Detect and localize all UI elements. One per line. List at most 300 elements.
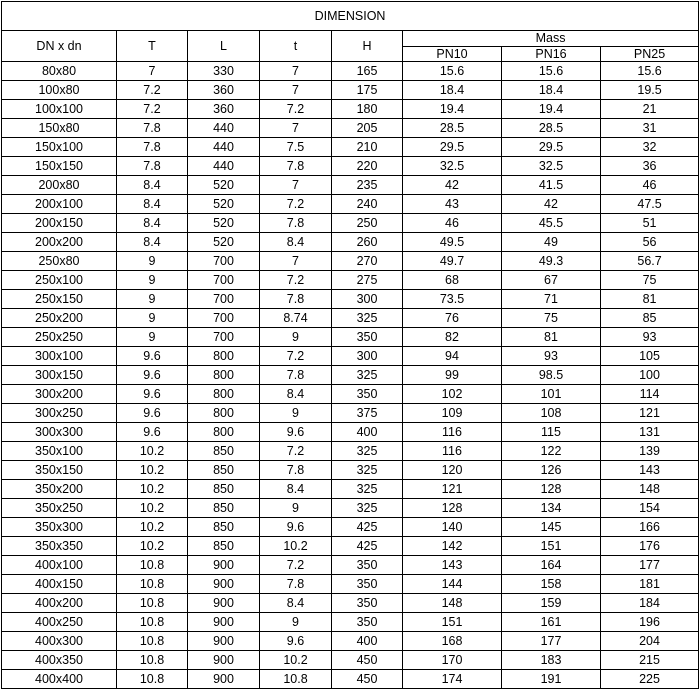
cell-mass-pn10: 140 (403, 518, 502, 537)
cell-mass-pn25: 21 (601, 100, 699, 119)
cell-mass-pn10: 170 (403, 651, 502, 670)
cell-dn: 400x100 (2, 556, 117, 575)
cell-l: 800 (188, 366, 260, 385)
cell-h: 325 (332, 480, 403, 499)
cell-t-lower: 7.8 (260, 214, 332, 233)
cell-l: 900 (188, 632, 260, 651)
cell-mass-pn10: 29.5 (403, 138, 502, 157)
cell-t-upper: 9.6 (117, 423, 188, 442)
cell-l: 900 (188, 670, 260, 689)
cell-mass-pn16: 161 (502, 613, 601, 632)
cell-mass-pn10: 18.4 (403, 81, 502, 100)
cell-h: 400 (332, 423, 403, 442)
cell-mass-pn10: 148 (403, 594, 502, 613)
cell-l: 440 (188, 157, 260, 176)
cell-l: 520 (188, 233, 260, 252)
cell-mass-pn25: 196 (601, 613, 699, 632)
cell-dn: 400x250 (2, 613, 117, 632)
cell-mass-pn10: 42 (403, 176, 502, 195)
cell-t-upper: 7.2 (117, 81, 188, 100)
table-row (2, 499, 699, 518)
header-mass: Mass (403, 31, 699, 47)
cell-l: 850 (188, 442, 260, 461)
cell-mass-pn25: 15.6 (601, 62, 699, 81)
cell-l: 800 (188, 423, 260, 442)
cell-dn: 400x400 (2, 670, 117, 689)
cell-t-upper: 7.8 (117, 157, 188, 176)
cell-mass-pn16: 145 (502, 518, 601, 537)
cell-dn: 150x80 (2, 119, 117, 138)
cell-t-upper: 10.8 (117, 575, 188, 594)
cell-mass-pn16: 75 (502, 309, 601, 328)
cell-mass-pn16: 18.4 (502, 81, 601, 100)
cell-mass-pn25: 75 (601, 271, 699, 290)
cell-mass-pn10: 28.5 (403, 119, 502, 138)
cell-mass-pn16: 191 (502, 670, 601, 689)
table-row (2, 62, 699, 81)
cell-mass-pn25: 56 (601, 233, 699, 252)
cell-mass-pn25: 36 (601, 157, 699, 176)
cell-h: 240 (332, 195, 403, 214)
cell-mass-pn16: 45.5 (502, 214, 601, 233)
cell-l: 850 (188, 518, 260, 537)
cell-t-lower: 7 (260, 81, 332, 100)
dimension-table (1, 1, 699, 689)
cell-mass-pn10: 109 (403, 404, 502, 423)
header-t-upper: T (117, 31, 188, 62)
cell-t-upper: 10.8 (117, 632, 188, 651)
cell-t-upper: 9 (117, 290, 188, 309)
cell-mass-pn16: 128 (502, 480, 601, 499)
cell-t-upper: 10.2 (117, 461, 188, 480)
header-t-lower: t (260, 31, 332, 62)
cell-dn: 300x300 (2, 423, 117, 442)
cell-t-lower: 7 (260, 252, 332, 271)
table-body (2, 62, 699, 689)
cell-t-lower: 7.8 (260, 575, 332, 594)
cell-t-upper: 9 (117, 271, 188, 290)
cell-l: 360 (188, 100, 260, 119)
cell-l: 850 (188, 499, 260, 518)
cell-mass-pn10: 49.5 (403, 233, 502, 252)
cell-h: 180 (332, 100, 403, 119)
cell-mass-pn25: 93 (601, 328, 699, 347)
cell-h: 300 (332, 290, 403, 309)
cell-l: 850 (188, 480, 260, 499)
cell-t-upper: 9.6 (117, 404, 188, 423)
cell-h: 425 (332, 518, 403, 537)
header-l: L (188, 31, 260, 62)
cell-t-upper: 8.4 (117, 195, 188, 214)
table-row (2, 537, 699, 556)
cell-h: 350 (332, 575, 403, 594)
cell-t-lower: 7 (260, 176, 332, 195)
cell-h: 350 (332, 328, 403, 347)
table-row (2, 138, 699, 157)
cell-l: 700 (188, 309, 260, 328)
cell-t-lower: 7 (260, 119, 332, 138)
cell-dn: 100x80 (2, 81, 117, 100)
cell-l: 900 (188, 651, 260, 670)
cell-t-upper: 10.2 (117, 537, 188, 556)
title-row (2, 2, 699, 31)
cell-mass-pn10: 15.6 (403, 62, 502, 81)
cell-t-lower: 10.8 (260, 670, 332, 689)
cell-h: 350 (332, 613, 403, 632)
cell-mass-pn25: 176 (601, 537, 699, 556)
cell-t-lower: 9.6 (260, 632, 332, 651)
table-row (2, 556, 699, 575)
cell-mass-pn16: 115 (502, 423, 601, 442)
cell-t-lower: 10.2 (260, 537, 332, 556)
cell-l: 700 (188, 252, 260, 271)
table-row (2, 632, 699, 651)
table-row (2, 575, 699, 594)
cell-mass-pn16: 15.6 (502, 62, 601, 81)
cell-dn: 200x200 (2, 233, 117, 252)
cell-mass-pn16: 19.4 (502, 100, 601, 119)
cell-h: 275 (332, 271, 403, 290)
table-row (2, 290, 699, 309)
cell-dn: 400x300 (2, 632, 117, 651)
cell-mass-pn16: 159 (502, 594, 601, 613)
cell-dn: 80x80 (2, 62, 117, 81)
cell-mass-pn16: 71 (502, 290, 601, 309)
cell-h: 300 (332, 347, 403, 366)
cell-t-upper: 10.2 (117, 499, 188, 518)
cell-dn: 250x100 (2, 271, 117, 290)
cell-t-upper: 10.8 (117, 670, 188, 689)
cell-h: 375 (332, 404, 403, 423)
cell-t-upper: 10.8 (117, 651, 188, 670)
cell-mass-pn10: 142 (403, 537, 502, 556)
cell-l: 440 (188, 119, 260, 138)
cell-t-lower: 7.8 (260, 157, 332, 176)
cell-l: 700 (188, 290, 260, 309)
cell-h: 350 (332, 385, 403, 404)
cell-mass-pn10: 43 (403, 195, 502, 214)
cell-t-lower: 7 (260, 62, 332, 81)
cell-t-upper: 10.8 (117, 594, 188, 613)
table-row (2, 195, 699, 214)
cell-dn: 250x200 (2, 309, 117, 328)
cell-mass-pn25: 100 (601, 366, 699, 385)
cell-t-upper: 9.6 (117, 366, 188, 385)
cell-mass-pn10: 144 (403, 575, 502, 594)
cell-l: 850 (188, 537, 260, 556)
cell-mass-pn25: 177 (601, 556, 699, 575)
cell-mass-pn10: 121 (403, 480, 502, 499)
header-h: H (332, 31, 403, 62)
cell-l: 520 (188, 195, 260, 214)
cell-dn: 150x100 (2, 138, 117, 157)
cell-t-lower: 8.4 (260, 233, 332, 252)
header-row-1 (2, 31, 699, 47)
cell-dn: 350x150 (2, 461, 117, 480)
cell-h: 325 (332, 309, 403, 328)
cell-t-lower: 7.2 (260, 195, 332, 214)
cell-t-lower: 10.2 (260, 651, 332, 670)
cell-t-upper: 9.6 (117, 347, 188, 366)
cell-dn: 300x200 (2, 385, 117, 404)
cell-t-lower: 7.2 (260, 347, 332, 366)
cell-t-upper: 9 (117, 252, 188, 271)
cell-dn: 300x100 (2, 347, 117, 366)
cell-t-lower: 7.2 (260, 100, 332, 119)
cell-h: 210 (332, 138, 403, 157)
cell-mass-pn10: 102 (403, 385, 502, 404)
cell-h: 270 (332, 252, 403, 271)
cell-mass-pn25: 148 (601, 480, 699, 499)
cell-mass-pn16: 28.5 (502, 119, 601, 138)
table-row (2, 651, 699, 670)
cell-mass-pn25: 105 (601, 347, 699, 366)
cell-t-upper: 10.2 (117, 480, 188, 499)
cell-h: 325 (332, 366, 403, 385)
cell-t-upper: 7 (117, 62, 188, 81)
cell-t-upper: 8.4 (117, 176, 188, 195)
cell-mass-pn16: 183 (502, 651, 601, 670)
cell-mass-pn25: 181 (601, 575, 699, 594)
cell-t-upper: 7.2 (117, 100, 188, 119)
cell-mass-pn25: 215 (601, 651, 699, 670)
cell-mass-pn10: 94 (403, 347, 502, 366)
table-row (2, 100, 699, 119)
cell-l: 700 (188, 271, 260, 290)
table-row (2, 252, 699, 271)
cell-h: 425 (332, 537, 403, 556)
table-row (2, 404, 699, 423)
table-row (2, 157, 699, 176)
cell-l: 330 (188, 62, 260, 81)
cell-mass-pn10: 49.7 (403, 252, 502, 271)
header-pn10: PN10 (403, 47, 502, 62)
cell-mass-pn16: 93 (502, 347, 601, 366)
cell-t-lower: 7.8 (260, 290, 332, 309)
cell-mass-pn16: 32.5 (502, 157, 601, 176)
cell-l: 850 (188, 461, 260, 480)
cell-dn: 350x100 (2, 442, 117, 461)
cell-mass-pn10: 168 (403, 632, 502, 651)
cell-t-upper: 9 (117, 328, 188, 347)
cell-mass-pn10: 76 (403, 309, 502, 328)
cell-dn: 350x300 (2, 518, 117, 537)
cell-mass-pn16: 49.3 (502, 252, 601, 271)
cell-t-lower: 7.8 (260, 366, 332, 385)
header-pn25: PN25 (601, 47, 699, 62)
cell-dn: 350x250 (2, 499, 117, 518)
cell-dn: 250x250 (2, 328, 117, 347)
cell-t-lower: 9 (260, 499, 332, 518)
cell-l: 900 (188, 575, 260, 594)
cell-mass-pn16: 126 (502, 461, 601, 480)
cell-t-upper: 10.2 (117, 518, 188, 537)
cell-mass-pn10: 116 (403, 442, 502, 461)
cell-mass-pn25: 204 (601, 632, 699, 651)
cell-mass-pn16: 122 (502, 442, 601, 461)
cell-mass-pn10: 82 (403, 328, 502, 347)
cell-h: 350 (332, 556, 403, 575)
cell-t-lower: 9 (260, 328, 332, 347)
header-dn: DN x dn (2, 31, 117, 62)
cell-mass-pn16: 49 (502, 233, 601, 252)
cell-h: 350 (332, 594, 403, 613)
cell-mass-pn10: 19.4 (403, 100, 502, 119)
cell-mass-pn16: 41.5 (502, 176, 601, 195)
cell-t-lower: 8.4 (260, 594, 332, 613)
cell-l: 520 (188, 214, 260, 233)
cell-mass-pn16: 98.5 (502, 366, 601, 385)
cell-t-upper: 10.8 (117, 613, 188, 632)
table-row (2, 233, 699, 252)
table-row (2, 328, 699, 347)
table-row (2, 309, 699, 328)
cell-t-lower: 7.2 (260, 442, 332, 461)
cell-h: 450 (332, 651, 403, 670)
cell-dn: 350x350 (2, 537, 117, 556)
cell-t-lower: 7.2 (260, 556, 332, 575)
cell-mass-pn25: 51 (601, 214, 699, 233)
cell-dn: 200x80 (2, 176, 117, 195)
cell-l: 800 (188, 404, 260, 423)
cell-t-lower: 9.6 (260, 518, 332, 537)
cell-mass-pn25: 31 (601, 119, 699, 138)
cell-h: 220 (332, 157, 403, 176)
cell-t-upper: 8.4 (117, 214, 188, 233)
cell-l: 440 (188, 138, 260, 157)
cell-h: 165 (332, 62, 403, 81)
cell-h: 250 (332, 214, 403, 233)
cell-mass-pn25: 19.5 (601, 81, 699, 100)
table-row (2, 518, 699, 537)
cell-h: 175 (332, 81, 403, 100)
cell-mass-pn10: 128 (403, 499, 502, 518)
cell-t-lower: 9.6 (260, 423, 332, 442)
table-row (2, 347, 699, 366)
cell-t-lower: 7.8 (260, 461, 332, 480)
cell-mass-pn25: 81 (601, 290, 699, 309)
cell-t-lower: 7.2 (260, 271, 332, 290)
cell-mass-pn16: 29.5 (502, 138, 601, 157)
cell-mass-pn10: 116 (403, 423, 502, 442)
cell-dn: 100x100 (2, 100, 117, 119)
cell-mass-pn25: 166 (601, 518, 699, 537)
cell-mass-pn25: 143 (601, 461, 699, 480)
cell-t-upper: 10.8 (117, 556, 188, 575)
cell-mass-pn16: 134 (502, 499, 601, 518)
cell-l: 800 (188, 385, 260, 404)
cell-mass-pn16: 164 (502, 556, 601, 575)
cell-dn: 250x80 (2, 252, 117, 271)
cell-mass-pn25: 32 (601, 138, 699, 157)
cell-l: 700 (188, 328, 260, 347)
cell-mass-pn25: 131 (601, 423, 699, 442)
cell-dn: 400x200 (2, 594, 117, 613)
cell-h: 450 (332, 670, 403, 689)
cell-mass-pn10: 151 (403, 613, 502, 632)
cell-dn: 400x150 (2, 575, 117, 594)
cell-h: 325 (332, 461, 403, 480)
cell-mass-pn10: 143 (403, 556, 502, 575)
cell-mass-pn10: 68 (403, 271, 502, 290)
cell-h: 205 (332, 119, 403, 138)
cell-l: 800 (188, 347, 260, 366)
cell-mass-pn25: 114 (601, 385, 699, 404)
cell-mass-pn16: 151 (502, 537, 601, 556)
cell-h: 260 (332, 233, 403, 252)
table-row (2, 385, 699, 404)
cell-t-upper: 9 (117, 309, 188, 328)
cell-t-lower: 8.4 (260, 480, 332, 499)
cell-mass-pn25: 121 (601, 404, 699, 423)
cell-mass-pn10: 174 (403, 670, 502, 689)
cell-t-lower: 9 (260, 613, 332, 632)
cell-mass-pn25: 47.5 (601, 195, 699, 214)
cell-l: 520 (188, 176, 260, 195)
cell-t-lower: 7.5 (260, 138, 332, 157)
cell-t-upper: 7.8 (117, 138, 188, 157)
cell-mass-pn25: 225 (601, 670, 699, 689)
cell-mass-pn16: 101 (502, 385, 601, 404)
cell-mass-pn16: 81 (502, 328, 601, 347)
cell-mass-pn25: 184 (601, 594, 699, 613)
table-row (2, 480, 699, 499)
cell-mass-pn16: 42 (502, 195, 601, 214)
cell-dn: 150x150 (2, 157, 117, 176)
table-row (2, 271, 699, 290)
cell-dn: 250x150 (2, 290, 117, 309)
table-row (2, 423, 699, 442)
cell-mass-pn10: 46 (403, 214, 502, 233)
cell-l: 360 (188, 81, 260, 100)
cell-t-upper: 7.8 (117, 119, 188, 138)
cell-mass-pn16: 177 (502, 632, 601, 651)
cell-mass-pn10: 32.5 (403, 157, 502, 176)
cell-dn: 200x150 (2, 214, 117, 233)
cell-mass-pn10: 73.5 (403, 290, 502, 309)
cell-t-lower: 9 (260, 404, 332, 423)
table-row (2, 442, 699, 461)
cell-t-lower: 8.4 (260, 385, 332, 404)
table-row (2, 613, 699, 632)
cell-h: 325 (332, 442, 403, 461)
cell-l: 900 (188, 556, 260, 575)
cell-h: 325 (332, 499, 403, 518)
cell-mass-pn16: 67 (502, 271, 601, 290)
cell-mass-pn25: 154 (601, 499, 699, 518)
cell-t-lower: 8.74 (260, 309, 332, 328)
cell-t-upper: 8.4 (117, 233, 188, 252)
cell-mass-pn25: 139 (601, 442, 699, 461)
cell-mass-pn16: 108 (502, 404, 601, 423)
table-row (2, 366, 699, 385)
cell-mass-pn25: 85 (601, 309, 699, 328)
cell-mass-pn16: 158 (502, 575, 601, 594)
table-row (2, 119, 699, 138)
table-row (2, 81, 699, 100)
table-row (2, 461, 699, 480)
header-pn16: PN16 (502, 47, 601, 62)
cell-mass-pn25: 56.7 (601, 252, 699, 271)
table-row (2, 670, 699, 689)
table-row (2, 594, 699, 613)
cell-l: 900 (188, 594, 260, 613)
cell-h: 400 (332, 632, 403, 651)
cell-t-upper: 9.6 (117, 385, 188, 404)
cell-dn: 300x150 (2, 366, 117, 385)
cell-dn: 200x100 (2, 195, 117, 214)
cell-dn: 300x250 (2, 404, 117, 423)
